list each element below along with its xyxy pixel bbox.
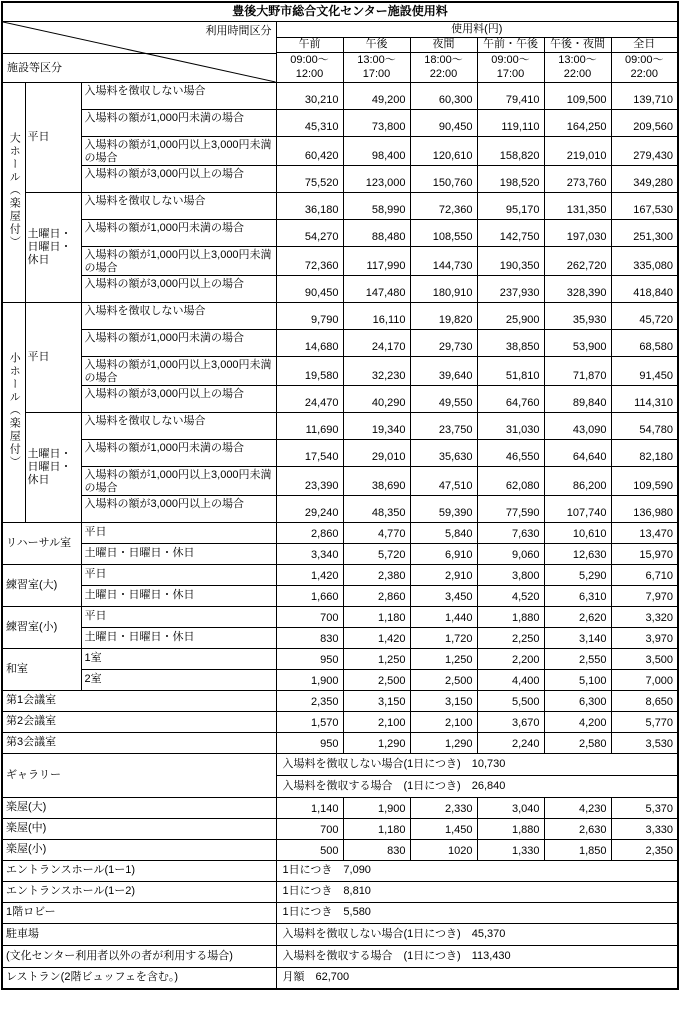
condition-cell: 入場料の額が1,000円以上3,000円未満の場合 <box>81 466 276 495</box>
flat-fee-text: 月額 62,700 <box>276 967 678 989</box>
fee-cell: 17,540 <box>276 439 343 466</box>
fee-cell: 9,790 <box>276 302 343 329</box>
fee-cell: 54,270 <box>276 219 343 246</box>
fee-cell: 82,180 <box>611 439 678 466</box>
fee-cell: 2,250 <box>477 627 544 648</box>
time-range-header: 09:00～ 22:00 <box>611 52 678 82</box>
fee-cell: 2,550 <box>544 648 611 669</box>
fee-cell: 1020 <box>410 839 477 860</box>
fee-cell: 109,590 <box>611 466 678 495</box>
fee-cell: 123,000 <box>343 165 410 192</box>
fee-cell: 1,880 <box>477 818 544 839</box>
fee-cell: 7,000 <box>611 669 678 690</box>
fee-cell: 38,850 <box>477 329 544 356</box>
fee-cell: 11,690 <box>276 412 343 439</box>
day-cell: 平日 <box>81 564 276 585</box>
fee-unit-header: 使用料(円) <box>276 21 678 37</box>
fee-cell: 30,210 <box>276 82 343 109</box>
fee-table <box>1 1 679 990</box>
fee-cell: 950 <box>276 648 343 669</box>
header-divider-line <box>3 53 276 54</box>
column-header: 午前 <box>276 37 343 52</box>
fee-cell: 237,930 <box>477 275 544 302</box>
fee-cell: 3,800 <box>477 564 544 585</box>
fee-cell: 60,300 <box>410 82 477 109</box>
fee-cell: 4,770 <box>343 522 410 543</box>
room-label: 駐車場 <box>2 923 276 945</box>
fee-cell: 158,820 <box>477 136 544 165</box>
fee-cell: 2,350 <box>611 839 678 860</box>
fee-cell: 114,310 <box>611 385 678 412</box>
fee-cell: 90,450 <box>410 109 477 136</box>
fee-cell: 150,760 <box>410 165 477 192</box>
fee-cell: 3,150 <box>410 690 477 711</box>
fee-cell: 9,060 <box>477 543 544 564</box>
fee-cell: 51,810 <box>477 356 544 385</box>
room-label: エントランスホール(1ー1) <box>2 860 276 881</box>
fee-cell: 64,640 <box>544 439 611 466</box>
fee-cell: 3,320 <box>611 606 678 627</box>
fee-cell: 25,900 <box>477 302 544 329</box>
fee-cell: 1,250 <box>410 648 477 669</box>
fee-cell: 1,660 <box>276 585 343 606</box>
fee-cell: 1,440 <box>410 606 477 627</box>
fee-cell: 5,500 <box>477 690 544 711</box>
fee-cell: 62,080 <box>477 466 544 495</box>
fee-cell: 2,620 <box>544 606 611 627</box>
fee-cell: 1,250 <box>343 648 410 669</box>
fee-cell: 75,520 <box>276 165 343 192</box>
fee-cell: 4,520 <box>477 585 544 606</box>
facility-division-label: 施設等区分 <box>7 61 62 74</box>
fee-cell: 1,290 <box>410 732 477 753</box>
fee-cell: 198,520 <box>477 165 544 192</box>
fee-cell: 2,630 <box>544 818 611 839</box>
day-group-label: 平日 <box>25 82 81 192</box>
fee-cell: 700 <box>276 606 343 627</box>
condition-cell: 入場料を徴収しない場合 <box>81 192 276 219</box>
fee-cell: 43,090 <box>544 412 611 439</box>
fee-cell: 197,030 <box>544 219 611 246</box>
fee-cell: 35,930 <box>544 302 611 329</box>
flat-fee-text: 1日につき 5,580 <box>276 902 678 923</box>
fee-cell: 3,500 <box>611 648 678 669</box>
flat-fee-text: 入場料を徴収しない場合(1日につき) 10,730 <box>276 753 678 775</box>
fee-cell: 1,140 <box>276 797 343 818</box>
fee-cell: 19,580 <box>276 356 343 385</box>
fee-cell: 53,900 <box>544 329 611 356</box>
room-label: 第2会議室 <box>2 711 276 732</box>
fee-cell: 36,180 <box>276 192 343 219</box>
fee-cell: 24,170 <box>343 329 410 356</box>
condition-cell: 入場料の額が1,000円以上3,000円未満の場合 <box>81 356 276 385</box>
fee-cell: 1,880 <box>477 606 544 627</box>
fee-cell: 64,760 <box>477 385 544 412</box>
fee-cell: 88,480 <box>343 219 410 246</box>
condition-cell: 入場料を徴収しない場合 <box>81 82 276 109</box>
column-header: 午後・夜間 <box>544 37 611 52</box>
fee-cell: 29,730 <box>410 329 477 356</box>
fee-cell: 71,870 <box>544 356 611 385</box>
room-label: (文化センター利用者以外の者が利用する場合) <box>2 945 276 967</box>
fee-cell: 6,310 <box>544 585 611 606</box>
fee-cell: 3,140 <box>544 627 611 648</box>
fee-cell: 3,970 <box>611 627 678 648</box>
fee-cell: 500 <box>276 839 343 860</box>
fee-cell: 120,610 <box>410 136 477 165</box>
header-corner-cell <box>2 21 276 82</box>
fee-cell: 2,240 <box>477 732 544 753</box>
condition-cell: 入場料の額が3,000円以上の場合 <box>81 165 276 192</box>
fee-cell: 2,860 <box>276 522 343 543</box>
fee-cell: 2,500 <box>410 669 477 690</box>
room-label: 1階ロビー <box>2 902 276 923</box>
fee-cell: 4,400 <box>477 669 544 690</box>
page-title: 豊後大野市総合文化センター施設使用料 <box>2 2 678 21</box>
time-range-header: 09:00～ 17:00 <box>477 52 544 82</box>
fee-cell: 142,750 <box>477 219 544 246</box>
room-label: 楽屋(中) <box>2 818 276 839</box>
fee-cell: 47,510 <box>410 466 477 495</box>
fee-cell: 1,180 <box>343 606 410 627</box>
room-label: 楽屋(小) <box>2 839 276 860</box>
room-label: 楽屋(大) <box>2 797 276 818</box>
condition-cell: 入場料の額が1,000円未満の場合 <box>81 439 276 466</box>
fee-cell: 29,010 <box>343 439 410 466</box>
fee-cell: 98,400 <box>343 136 410 165</box>
fee-cell: 2,100 <box>343 711 410 732</box>
fee-cell: 7,970 <box>611 585 678 606</box>
fee-cell: 2,100 <box>410 711 477 732</box>
condition-cell: 入場料の額が1,000円未満の場合 <box>81 329 276 356</box>
fee-cell: 60,420 <box>276 136 343 165</box>
time-division-label: 利用時間区分 <box>205 24 272 37</box>
condition-cell: 入場料を徴収しない場合 <box>81 302 276 329</box>
column-header: 午前・午後 <box>477 37 544 52</box>
fee-cell: 5,370 <box>611 797 678 818</box>
fee-cell: 14,680 <box>276 329 343 356</box>
fee-cell: 3,340 <box>276 543 343 564</box>
fee-cell: 40,290 <box>343 385 410 412</box>
flat-fee-text: 1日につき 7,090 <box>276 860 678 881</box>
fee-cell: 2,330 <box>410 797 477 818</box>
fee-cell: 10,610 <box>544 522 611 543</box>
fee-cell: 349,280 <box>611 165 678 192</box>
fee-cell: 950 <box>276 732 343 753</box>
fee-cell: 6,910 <box>410 543 477 564</box>
fee-cell: 5,770 <box>611 711 678 732</box>
fee-cell: 72,360 <box>410 192 477 219</box>
fee-cell: 117,990 <box>343 246 410 275</box>
fee-cell: 119,110 <box>477 109 544 136</box>
fee-cell: 86,200 <box>544 466 611 495</box>
fee-cell: 79,410 <box>477 82 544 109</box>
fee-cell: 147,480 <box>343 275 410 302</box>
time-range-header: 13:00～ 22:00 <box>544 52 611 82</box>
fee-cell: 3,150 <box>343 690 410 711</box>
room-label: 練習室(大) <box>2 564 81 606</box>
day-group-label: 土曜日・日曜日・休日 <box>25 412 81 522</box>
fee-cell: 35,630 <box>410 439 477 466</box>
fee-cell: 273,760 <box>544 165 611 192</box>
fee-cell: 24,470 <box>276 385 343 412</box>
fee-cell: 68,580 <box>611 329 678 356</box>
fee-cell: 209,560 <box>611 109 678 136</box>
room-label: レストラン(2階ビュッフェを含む。) <box>2 967 276 989</box>
fee-cell: 4,200 <box>544 711 611 732</box>
day-cell: 1室 <box>81 648 276 669</box>
day-group-label: 平日 <box>25 302 81 412</box>
fee-cell: 136,980 <box>611 495 678 522</box>
fee-cell: 38,690 <box>343 466 410 495</box>
flat-fee-text: 入場料を徴収する場合 (1日につき) 26,840 <box>276 775 678 797</box>
fee-cell: 91,450 <box>611 356 678 385</box>
fee-cell: 7,630 <box>477 522 544 543</box>
condition-cell: 入場料の額が1,000円未満の場合 <box>81 219 276 246</box>
fee-cell: 31,030 <box>477 412 544 439</box>
fee-cell: 46,550 <box>477 439 544 466</box>
fee-cell: 1,900 <box>343 797 410 818</box>
fee-cell: 167,530 <box>611 192 678 219</box>
fee-cell: 139,710 <box>611 82 678 109</box>
fee-cell: 54,780 <box>611 412 678 439</box>
column-header: 夜間 <box>410 37 477 52</box>
fee-cell: 2,380 <box>343 564 410 585</box>
room-label: リハーサル室 <box>2 522 81 564</box>
fee-cell: 12,630 <box>544 543 611 564</box>
fee-cell: 59,390 <box>410 495 477 522</box>
day-group-label: 土曜日・日曜日・休日 <box>25 192 81 302</box>
fee-cell: 48,350 <box>343 495 410 522</box>
time-range-header: 09:00～ 12:00 <box>276 52 343 82</box>
fee-cell: 5,290 <box>544 564 611 585</box>
column-header: 全日 <box>611 37 678 52</box>
day-cell: 土曜日・日曜日・休日 <box>81 543 276 564</box>
room-label: 練習室(小) <box>2 606 81 648</box>
fee-cell: 45,720 <box>611 302 678 329</box>
fee-cell: 335,080 <box>611 246 678 275</box>
fee-cell: 5,840 <box>410 522 477 543</box>
fee-cell: 1,330 <box>477 839 544 860</box>
fee-cell: 418,840 <box>611 275 678 302</box>
condition-cell: 入場料の額が1,000円以上3,000円未満の場合 <box>81 136 276 165</box>
fee-cell: 1,420 <box>343 627 410 648</box>
fee-cell: 2,500 <box>343 669 410 690</box>
condition-cell: 入場料の額が1,000円未満の場合 <box>81 109 276 136</box>
fee-cell: 16,110 <box>343 302 410 329</box>
fee-cell: 19,340 <box>343 412 410 439</box>
fee-cell: 108,550 <box>410 219 477 246</box>
room-label: 第1会議室 <box>2 690 276 711</box>
fee-cell: 23,390 <box>276 466 343 495</box>
hall-name-vertical: 大ホール（楽屋付） <box>2 82 25 302</box>
fee-cell: 262,720 <box>544 246 611 275</box>
fee-cell: 2,910 <box>410 564 477 585</box>
fee-cell: 5,720 <box>343 543 410 564</box>
fee-cell: 131,350 <box>544 192 611 219</box>
fee-cell: 29,240 <box>276 495 343 522</box>
fee-cell: 144,730 <box>410 246 477 275</box>
fee-cell: 830 <box>276 627 343 648</box>
room-label: ギャラリー <box>2 753 276 797</box>
fee-cell: 5,100 <box>544 669 611 690</box>
fee-cell: 4,230 <box>544 797 611 818</box>
flat-fee-text: 入場料を徴収しない場合(1日につき) 45,370 <box>276 923 678 945</box>
fee-cell: 279,430 <box>611 136 678 165</box>
fee-cell: 2,350 <box>276 690 343 711</box>
day-cell: 平日 <box>81 522 276 543</box>
fee-cell: 1,570 <box>276 711 343 732</box>
fee-cell: 328,390 <box>544 275 611 302</box>
fee-cell: 89,840 <box>544 385 611 412</box>
fee-cell: 1,720 <box>410 627 477 648</box>
condition-cell: 入場料の額が3,000円以上の場合 <box>81 385 276 412</box>
fee-cell: 3,330 <box>611 818 678 839</box>
fee-cell: 1,290 <box>343 732 410 753</box>
fee-cell: 6,300 <box>544 690 611 711</box>
fee-cell: 32,230 <box>343 356 410 385</box>
fee-cell: 2,200 <box>477 648 544 669</box>
fee-cell: 3,040 <box>477 797 544 818</box>
fee-cell: 23,750 <box>410 412 477 439</box>
fee-cell: 72,360 <box>276 246 343 275</box>
fee-cell: 190,350 <box>477 246 544 275</box>
fee-cell: 700 <box>276 818 343 839</box>
fee-cell: 73,800 <box>343 109 410 136</box>
fee-cell: 2,860 <box>343 585 410 606</box>
day-cell: 土曜日・日曜日・休日 <box>81 585 276 606</box>
day-cell: 2室 <box>81 669 276 690</box>
fee-cell: 1,420 <box>276 564 343 585</box>
condition-cell: 入場料の額が3,000円以上の場合 <box>81 275 276 302</box>
fee-cell: 45,310 <box>276 109 343 136</box>
fee-cell: 2,580 <box>544 732 611 753</box>
fee-cell: 3,670 <box>477 711 544 732</box>
fee-cell: 219,010 <box>544 136 611 165</box>
fee-cell: 1,900 <box>276 669 343 690</box>
fee-cell: 3,450 <box>410 585 477 606</box>
day-cell: 土曜日・日曜日・休日 <box>81 627 276 648</box>
fee-cell: 109,500 <box>544 82 611 109</box>
fee-cell: 13,470 <box>611 522 678 543</box>
fee-cell: 1,850 <box>544 839 611 860</box>
condition-cell: 入場料の額が3,000円以上の場合 <box>81 495 276 522</box>
fee-cell: 107,740 <box>544 495 611 522</box>
fee-cell: 1,180 <box>343 818 410 839</box>
fee-cell: 15,970 <box>611 543 678 564</box>
fee-cell: 6,710 <box>611 564 678 585</box>
day-cell: 平日 <box>81 606 276 627</box>
fee-cell: 49,200 <box>343 82 410 109</box>
fee-cell: 90,450 <box>276 275 343 302</box>
time-range-header: 18:00～ 22:00 <box>410 52 477 82</box>
fee-cell: 39,640 <box>410 356 477 385</box>
room-label: 和室 <box>2 648 81 690</box>
fee-cell: 49,550 <box>410 385 477 412</box>
fee-cell: 95,170 <box>477 192 544 219</box>
column-header: 午後 <box>343 37 410 52</box>
fee-cell: 180,910 <box>410 275 477 302</box>
hall-name-vertical: 小ホール（楽屋付） <box>2 302 25 522</box>
flat-fee-text: 1日につき 8,810 <box>276 881 678 902</box>
time-range-header: 13:00～ 17:00 <box>343 52 410 82</box>
condition-cell: 入場料の額が1,000円以上3,000円未満の場合 <box>81 246 276 275</box>
fee-cell: 164,250 <box>544 109 611 136</box>
fee-cell: 830 <box>343 839 410 860</box>
room-label: 第3会議室 <box>2 732 276 753</box>
fee-cell: 1,450 <box>410 818 477 839</box>
fee-cell: 19,820 <box>410 302 477 329</box>
fee-cell: 251,300 <box>611 219 678 246</box>
flat-fee-text: 入場料を徴収する場合 (1日につき) 113,430 <box>276 945 678 967</box>
fee-cell: 58,990 <box>343 192 410 219</box>
condition-cell: 入場料を徴収しない場合 <box>81 412 276 439</box>
fee-cell: 77,590 <box>477 495 544 522</box>
fee-cell: 3,530 <box>611 732 678 753</box>
fee-cell: 8,650 <box>611 690 678 711</box>
room-label: エントランスホール(1ー2) <box>2 881 276 902</box>
